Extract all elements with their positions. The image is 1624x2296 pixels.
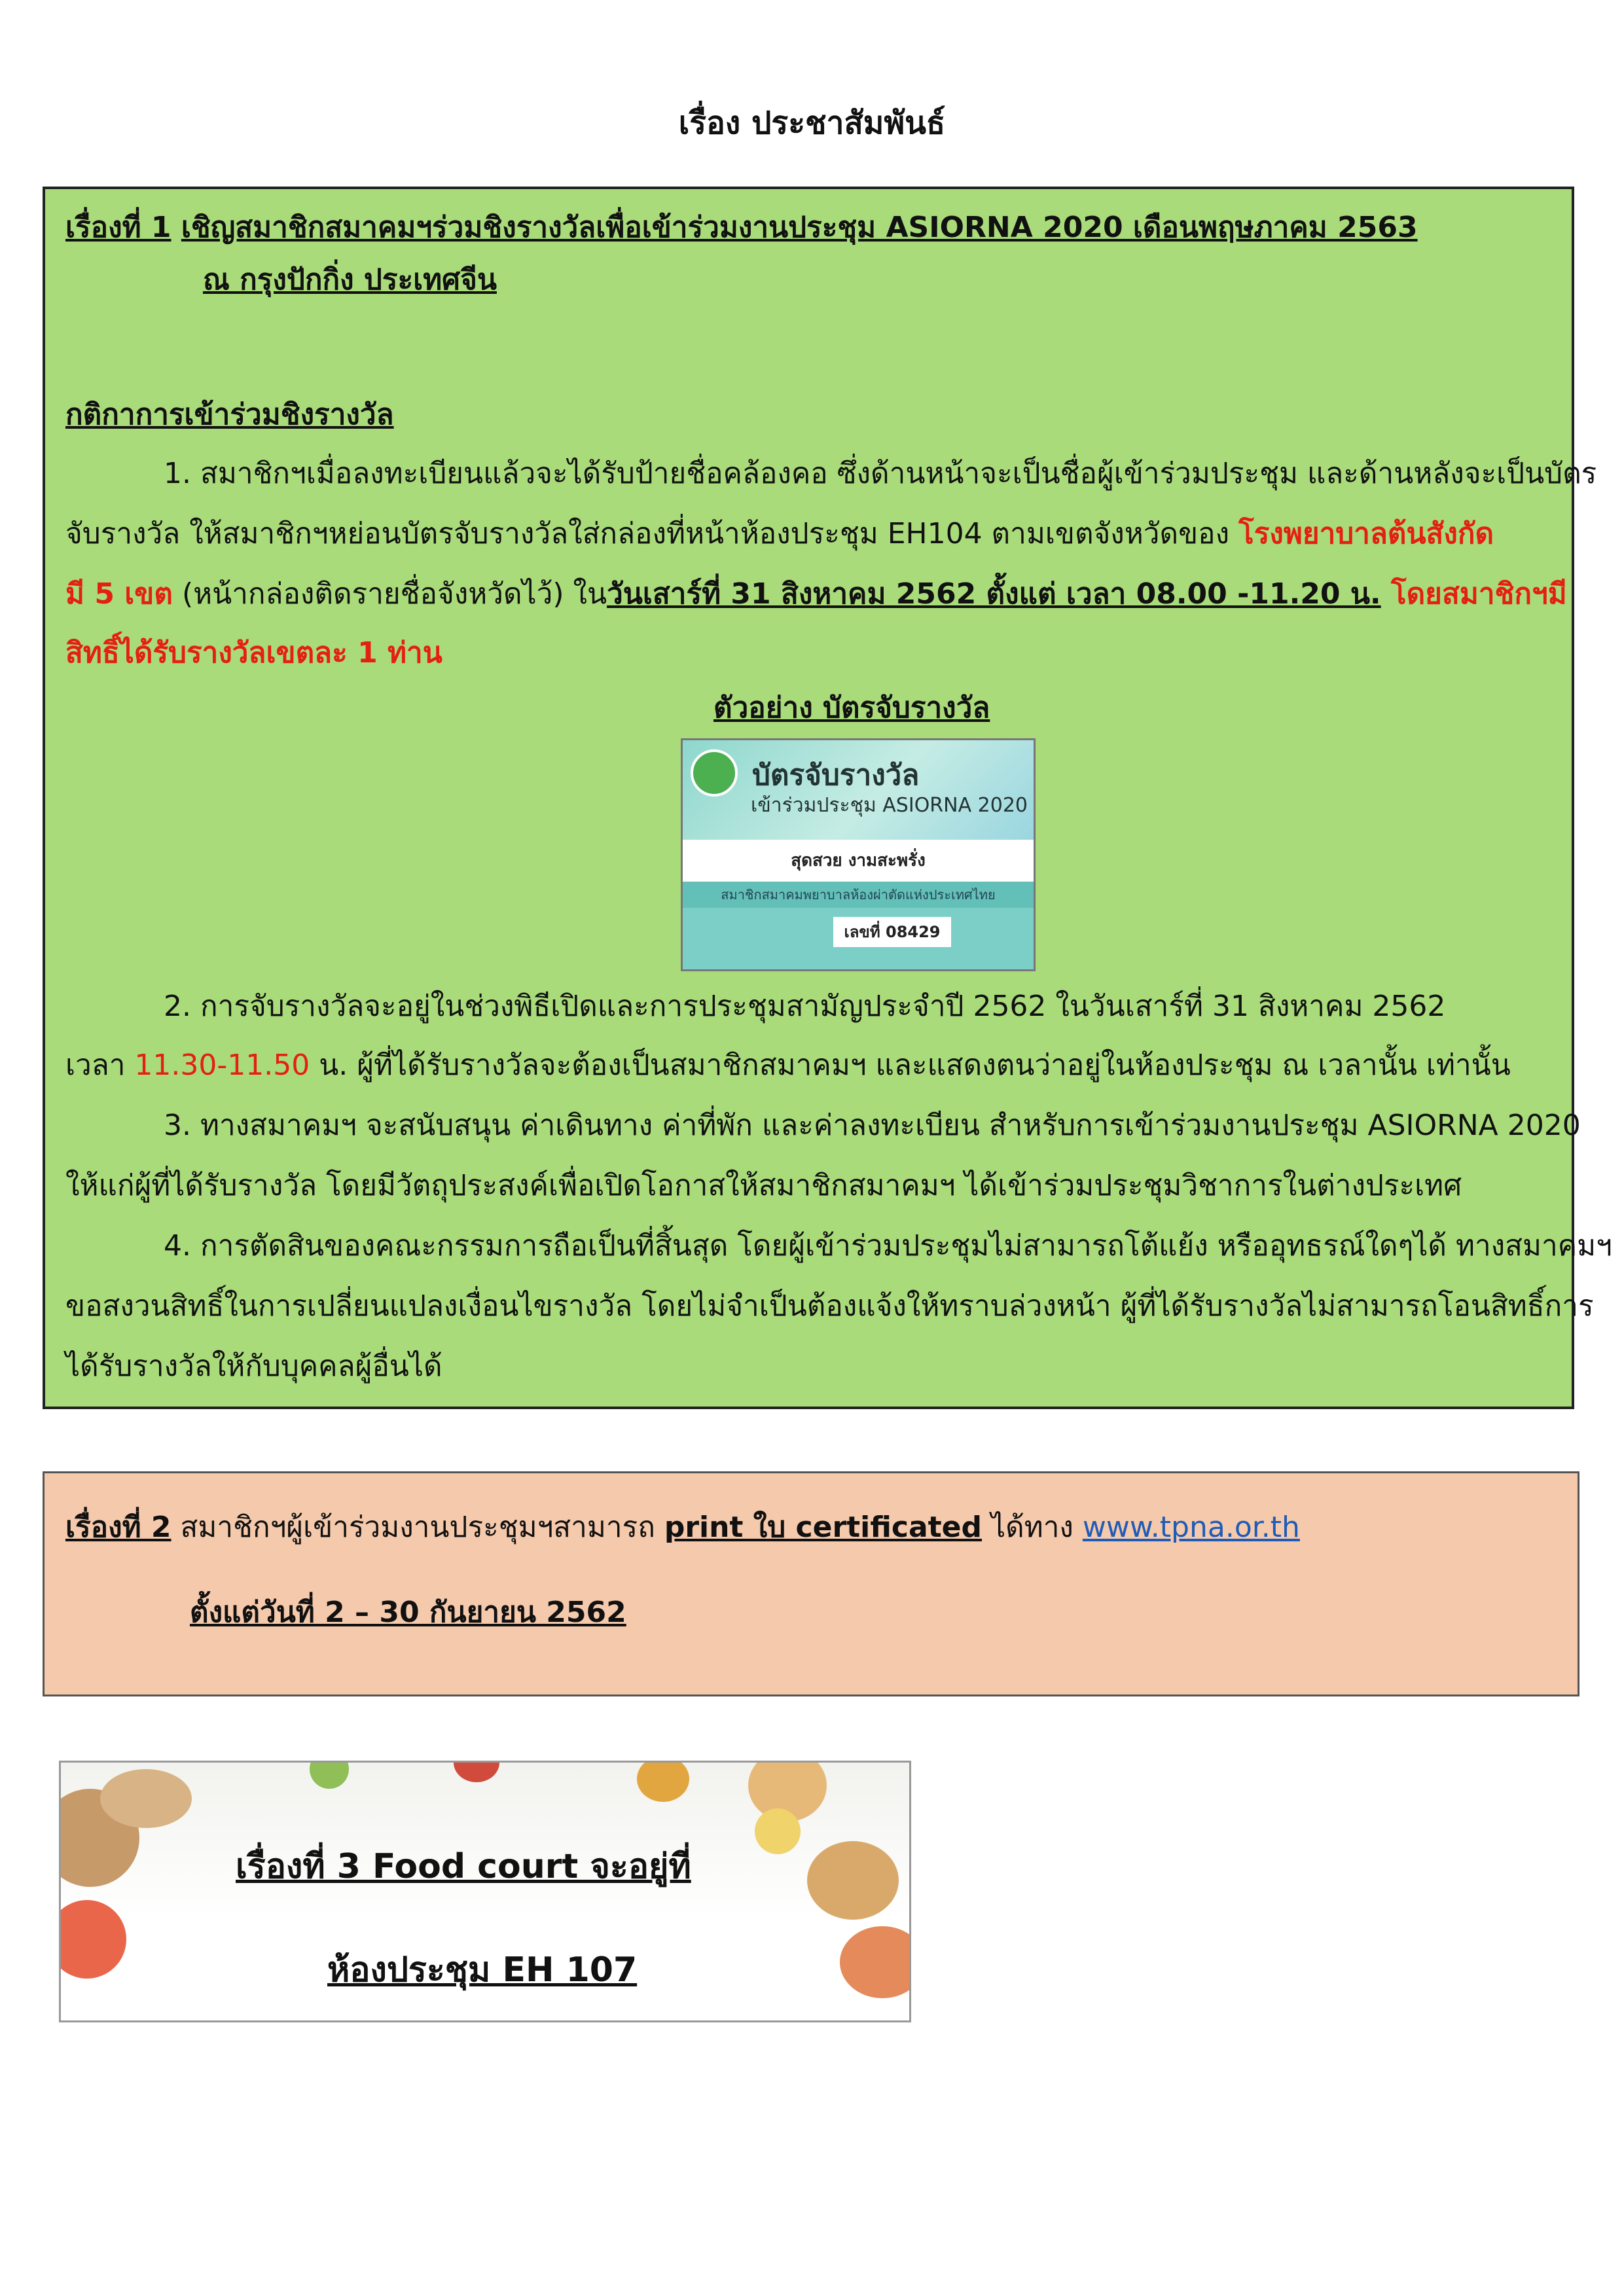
rule2-line2-text-b: น. ผู้ที่ได้รับรางวัลจะต้องเป็นสมาชิกสมาคมฯ และแสดงตนว่าอยู่ในห้องประชุม ณ เวลานั้น เท่านั้น bbox=[310, 1049, 1511, 1082]
rule3-line2: ให้แก่ผู้ที่ได้รับรางวัล โดยมีวัตถุประสงค์เพื่อเปิดโอกาสให้สมาชิกสมาคมฯ ได้เข้าร่วมประชุมวิชาการในต่างประเทศ bbox=[65, 1169, 1462, 1202]
rule1-line3-date: วันเสาร์ที่ 31 สิงหาคม 2562 ตั้งแต่ เวลา 08.00 -11.20 น. bbox=[607, 577, 1381, 611]
rule4-line2: ขอสงวนสิทธิ์ในการเปลี่ยนแปลงเงื่อนไขรางวัล โดยไม่จำเป็นต้องแจ้งให้ทราบล่วงหน้า ผู้ที่ได้รับรางวัลไม่สามารถโอนสิทธิ์การ bbox=[65, 1289, 1594, 1323]
rule1-line2 bbox=[65, 514, 1494, 554]
card-number: เลขที่ 08429 bbox=[833, 917, 951, 947]
item3-line2: ห้องประชุม EH 107 bbox=[327, 1950, 638, 1990]
page-title: เรื่อง ประชาสัมพันธ์ bbox=[678, 105, 946, 141]
item2-line1 bbox=[65, 1508, 1300, 1547]
item1-heading-text: เชิญสมาชิกสมาคมฯร่วมชิงรางวัลเพื่อเข้าร่วมงานประชุม ASIORNA 2020 เดือนพฤษภาคม 2563 bbox=[181, 211, 1418, 244]
prize-card-image bbox=[681, 738, 1036, 971]
rule1-line3-text: (หน้ากล่องติดรายชื่อจังหวัดไว้) ใน bbox=[172, 577, 607, 611]
item2-date: ตั้งแต่วันที่ 2 – 30 กันยายน 2562 bbox=[190, 1596, 626, 1629]
fruit-icon bbox=[755, 1808, 801, 1854]
rule3-line1: 3. ทางสมาคมฯ จะสนับสนุน ค่าเดินทาง ค่าที่พัก และค่าลงทะเบียน สำหรับการเข้าร่วมงานประชุม ASIORNA 2020 bbox=[164, 1109, 1581, 1142]
rules-title: กติกาการเข้าร่วมชิงรางวัล bbox=[65, 398, 394, 431]
rule2-line2-red: 11.30-11.50 bbox=[134, 1049, 310, 1082]
example-title: ตัวอย่าง บัตรจับรางวัล bbox=[713, 691, 990, 725]
fruit-icon bbox=[454, 1761, 499, 1782]
item2-text-a: สมาชิกฯผู้เข้าร่วมงานประชุมฯสามารถ bbox=[171, 1511, 664, 1544]
rule2-line2 bbox=[65, 1046, 1511, 1085]
item1-heading-label: เรื่องที่ 1 bbox=[65, 211, 171, 244]
bread-icon bbox=[807, 1841, 899, 1920]
fruit-icon bbox=[59, 1900, 126, 1979]
rule1-line3-red2: โดยสมาชิกฯมี bbox=[1380, 577, 1567, 611]
item2-label: เรื่องที่ 2 bbox=[65, 1511, 171, 1544]
rule1-line4: สิทธิ์ได้รับรางวัลเขตละ 1 ท่าน bbox=[65, 636, 442, 670]
item1-heading bbox=[65, 208, 1418, 247]
card-header bbox=[683, 740, 1034, 840]
rule1-line1: 1. สมาชิกฯเมื่อลงทะเบียนแล้วจะได้รับป้ายชื่อคล้องคอ ซึ่งด้านหน้าจะเป็นชื่อผู้เข้าร่วมประชุม และด้านหลังจะเป็นบัตร bbox=[164, 457, 1597, 490]
item3-line1: เรื่องที่ 3 Food court จะอยู่ที่ bbox=[236, 1847, 691, 1886]
item2-print-text: print ใบ certificated bbox=[664, 1511, 983, 1544]
fruit-icon bbox=[840, 1926, 911, 1998]
rule1-line3 bbox=[65, 575, 1567, 614]
rule1-line3-red: มี 5 เขต bbox=[65, 577, 173, 611]
association-logo-icon bbox=[691, 749, 738, 797]
website-link[interactable]: www.tpna.or.th bbox=[1082, 1511, 1300, 1544]
rule4-line1: 4. การตัดสินของคณะกรรมการถือเป็นที่สิ้นสุด โดยผู้เข้าร่วมประชุมไม่สามารถโต้แย้ง หรืออุทธรณ์ใดๆได้ ทางสมาคมฯ bbox=[164, 1229, 1612, 1263]
card-name: สุดสวย งามสะพรั่ง bbox=[683, 840, 1034, 882]
fruit-icon bbox=[637, 1761, 689, 1802]
rule2-line1: 2. การจับรางวัลจะอยู่ในช่วงพิธีเปิดและการประชุมสามัญประจำปี 2562 ในวันเสาร์ที่ 31 สิงหาคม 2562 bbox=[164, 990, 1446, 1023]
rule4-line3: ได้รับรางวัลให้กับบุคคลผู้อื่นได้ bbox=[65, 1350, 442, 1383]
bread-icon bbox=[100, 1769, 192, 1828]
item1-heading-line2: ณ กรุงปักกิ่ง ประเทศจีน bbox=[203, 263, 497, 296]
rule1-line2-red: โรงพยาบาลต้นสังกัด bbox=[1238, 517, 1494, 550]
item2-text-b: ได้ทาง bbox=[982, 1511, 1083, 1544]
rule2-line2-text-a: เวลา bbox=[65, 1049, 135, 1082]
card-title: บัตรจับรางวัล bbox=[752, 759, 920, 792]
announcement-box-2 bbox=[43, 1471, 1579, 1696]
rule1-line2-text: จับรางวัล ให้สมาชิกฯหย่อนบัตรจับรางวัลใส่กล่องที่หน้าห้องประชุม EH104 ตามเขตจังหวัดของ bbox=[65, 517, 1239, 550]
vegetable-icon bbox=[310, 1761, 349, 1789]
card-org: สมาชิกสมาคมพยาบาลห้องผ่าตัดแห่งประเทศไทย bbox=[683, 882, 1034, 908]
card-subtitle: เข้าร่วมประชุม ASIORNA 2020 bbox=[751, 794, 1028, 817]
